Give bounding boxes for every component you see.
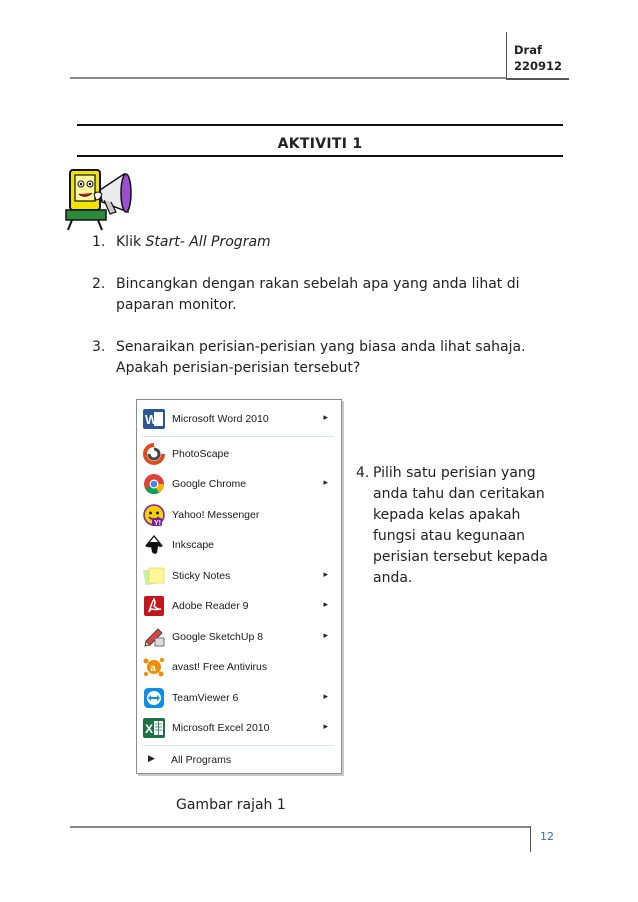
computer-megaphone-mascot-icon [64, 164, 136, 234]
chrome-icon [142, 472, 166, 496]
start-menu-panel [136, 399, 342, 774]
avast-icon [142, 655, 166, 679]
step-1 [92, 232, 562, 253]
step-emphasis: Start- All Program [145, 234, 271, 250]
footer-rule [70, 826, 530, 828]
title-rule-bottom [77, 155, 563, 157]
menu-item-label: avast! Free Antivirus [172, 661, 268, 673]
teamviewer-icon [142, 686, 166, 710]
menu-item-adobe-reader[interactable] [138, 591, 338, 621]
sketchup-icon [142, 625, 166, 649]
submenu-arrow-icon: ▸ [323, 569, 328, 579]
menu-item-label: Microsoft Excel 2010 [172, 722, 270, 734]
photoscape-icon [142, 442, 166, 466]
svg-text:a: a [150, 663, 156, 674]
submenu-arrow-icon: ▸ [323, 599, 328, 609]
all-programs-button[interactable] [138, 749, 338, 771]
step-number: 3. [92, 339, 106, 355]
submenu-arrow-icon: ▸ [323, 412, 328, 422]
excel-icon [142, 716, 166, 740]
menu-item-label: Adobe Reader 9 [172, 600, 249, 612]
menu-item-label: PhotoScape [172, 448, 230, 460]
submenu-arrow-icon: ▸ [323, 630, 328, 640]
activity-title: AKTIVITI 1 [277, 136, 363, 152]
svg-text:W: W [145, 412, 158, 427]
yahoo-messenger-icon [142, 503, 166, 527]
menu-item-inkscape[interactable] [138, 530, 338, 560]
header-draft-label: Draf [514, 43, 542, 57]
sticky-notes-icon [142, 564, 166, 588]
adobe-reader-icon [142, 594, 166, 618]
menu-item-microsoft-word[interactable] [138, 404, 338, 434]
menu-item-label: Inkscape [172, 539, 215, 551]
menu-item-label: Microsoft Word 2010 [172, 413, 269, 425]
menu-separator [142, 745, 334, 746]
figure-caption: Gambar rajah 1 [176, 797, 286, 813]
menu-item-yahoo-messenger[interactable] [138, 500, 338, 530]
step-text: Bincangkan dengan rakan sebelah apa yang anda lihat di paparan monitor. [116, 276, 520, 313]
submenu-arrow-icon: ▸ [323, 721, 328, 731]
step-3 [92, 337, 562, 379]
submenu-arrow-icon: ▸ [323, 477, 328, 487]
step-number: 2. [92, 276, 106, 292]
menu-item-label: Google Chrome [172, 478, 247, 490]
menu-item-teamviewer[interactable] [138, 683, 338, 713]
submenu-arrow-icon: ▸ [323, 691, 328, 701]
title-rule-top [77, 124, 563, 126]
expand-arrow-icon: ▶ [148, 753, 155, 763]
menu-item-google-sketchup[interactable] [138, 622, 338, 652]
inkscape-icon [142, 533, 166, 557]
menu-item-sticky-notes[interactable] [138, 561, 338, 591]
menu-separator [142, 436, 334, 437]
step-2 [92, 274, 562, 316]
menu-item-label: Google SketchUp 8 [172, 631, 264, 643]
header-rule [70, 77, 506, 79]
step-number: 1. [92, 234, 106, 250]
svg-text:Y!: Y! [154, 520, 161, 527]
menu-item-microsoft-excel[interactable] [138, 713, 338, 743]
svg-text:X: X [145, 722, 154, 736]
menu-item-google-chrome[interactable] [138, 469, 338, 499]
header-draft-code: 220912 [514, 59, 563, 73]
step-4 [356, 463, 566, 589]
menu-item-photoscape[interactable] [138, 439, 338, 469]
menu-item-label: TeamViewer 6 [172, 692, 239, 704]
menu-item-avast[interactable] [138, 652, 338, 682]
all-programs-label: All Programs [171, 754, 232, 766]
step-number: 4. [356, 465, 370, 481]
menu-item-label: Yahoo! Messenger [172, 509, 260, 521]
step-text: Senaraikan perisian-perisian yang biasa anda lihat sahaja. Apakah perisian-perisian tersebut? [116, 339, 526, 376]
word-icon [142, 407, 166, 431]
page-number: 12 [540, 830, 554, 843]
step-text: Klik [116, 234, 146, 250]
menu-item-label: Sticky Notes [172, 570, 231, 582]
step-text: Pilih satu perisian yang anda tahu dan ceritakan kepada kelas apakah fungsi atau kegunaan perisian tersebut kepada anda. [373, 465, 548, 586]
